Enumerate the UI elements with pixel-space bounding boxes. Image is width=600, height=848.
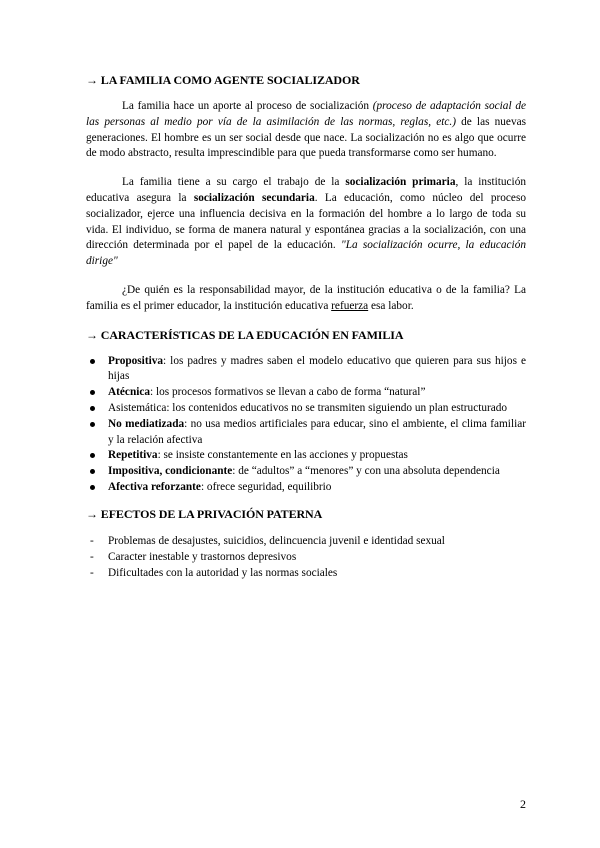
item-text: Problemas de desajustes, suicidios, delincuencia juvenil e identidad sexual	[108, 534, 445, 547]
list-item	[86, 464, 526, 480]
p2-bold-primaria: socialización primaria	[345, 176, 456, 189]
list-item	[86, 385, 526, 401]
item-term: Repetitiva	[108, 449, 158, 462]
bullet-icon	[90, 485, 95, 490]
bullet-icon	[90, 469, 95, 474]
item-term: Impositiva, condicionante	[108, 465, 233, 478]
p2-text-b: , la institución educativa asegura la	[86, 176, 526, 204]
item-term: Atécnica	[108, 386, 151, 399]
p1-text-b: de las nuevas generaciones. El hombre es un ser social desde que nace. La socialización no es algo que ocurre de modo abstracto, resulta imprescindible para que pueda transformarse como ser humano.	[86, 115, 527, 160]
p2-quote: "La socialización ocurre, la educación dirige"	[86, 239, 526, 268]
effects-list	[86, 533, 526, 581]
bullet-icon	[90, 359, 95, 364]
list-item	[86, 401, 526, 417]
dash-marker: -	[90, 566, 94, 579]
item-text: Caracter inestable y trastornos depresivos	[108, 550, 297, 563]
p3-text-b: esa labor.	[368, 299, 414, 312]
list-item	[86, 480, 526, 496]
page-number: 2	[520, 797, 526, 811]
p2-text-a: La familia tiene a su cargo el trabajo de la	[122, 176, 346, 189]
list-item	[86, 354, 526, 386]
bullet-icon	[90, 453, 95, 458]
item-text: : ofrece seguridad, equilibrio	[200, 480, 332, 493]
p1-text-a: La familia hace un aporte al proceso de socialización	[122, 100, 373, 112]
item-text: : se insiste constantemente en las acciones y propuestas	[157, 449, 408, 462]
list-item	[86, 448, 526, 464]
paragraph-responsabilidad	[86, 283, 526, 315]
item-term: Propositiva	[108, 354, 164, 367]
paragraph-socializacion-primaria	[86, 175, 526, 270]
bullet-icon	[90, 406, 95, 411]
p3-text-a: ¿De quién es la responsabilidad mayor, de la institución educativa o de la familia? La familia es el primer educador, la institución educativa	[86, 283, 526, 312]
list-item	[86, 565, 526, 581]
item-text: : no usa medios artificiales para educar, sino el ambiente, el clima familiar y la relación afectiva	[108, 417, 526, 446]
item-text: Asistemática: los contenidos educativos no se transmiten siguiendo un plan estructurado	[108, 401, 508, 414]
bullet-icon	[90, 422, 95, 427]
dash-marker: -	[90, 550, 94, 563]
p1-italic-definition: (proceso de adaptación social de las personas al medio por vía de la asimilación de las normas, reglas, etc.)	[86, 100, 527, 128]
heading-familia-agente: → LA FAMILIA COMO AGENTE SOCIALIZADOR	[86, 73, 360, 87]
characteristics-list	[86, 354, 526, 496]
paragraph-socializacion	[86, 99, 526, 162]
item-term: No mediatizada	[108, 417, 185, 430]
item-text: : los procesos formativos se llevan a cabo de forma “natural”	[150, 386, 426, 399]
list-item	[86, 549, 526, 565]
p2-text-c: . La educación, como núcleo del proceso socializador, ejerce una influencia decisiva en la formación del hombre a lo largo de toda su vida. El individuo, se forma de manera natural y espontánea gracias a la socialización, con una dirección determinada por el papel de la educación.	[86, 191, 526, 252]
heading-efectos-privacion: → EFECTOS DE LA PRIVACIÓN PATERNA	[86, 506, 323, 521]
dash-marker: -	[90, 534, 94, 547]
list-item	[86, 417, 526, 449]
item-term: Afectiva reforzante	[108, 480, 201, 493]
item-text: : de “adultos” a “menores” y con una absoluta dependencia	[232, 465, 500, 478]
heading-caracteristicas: → CARACTERÍSTICAS DE LA EDUCACIÓN EN FAMILIA	[86, 327, 404, 342]
list-item	[86, 533, 526, 549]
p2-bold-secundaria: socialización secundaria	[193, 191, 315, 204]
item-text: : los padres y madres saben el modelo educativo que quieren para sus hijos e hijas	[108, 354, 526, 383]
p3-underlined-refuerza: refuerza	[331, 299, 369, 312]
bullet-icon	[90, 390, 95, 395]
page-content	[86, 73, 526, 581]
item-text: Dificultades con la autoridad y las normas sociales	[108, 566, 338, 579]
